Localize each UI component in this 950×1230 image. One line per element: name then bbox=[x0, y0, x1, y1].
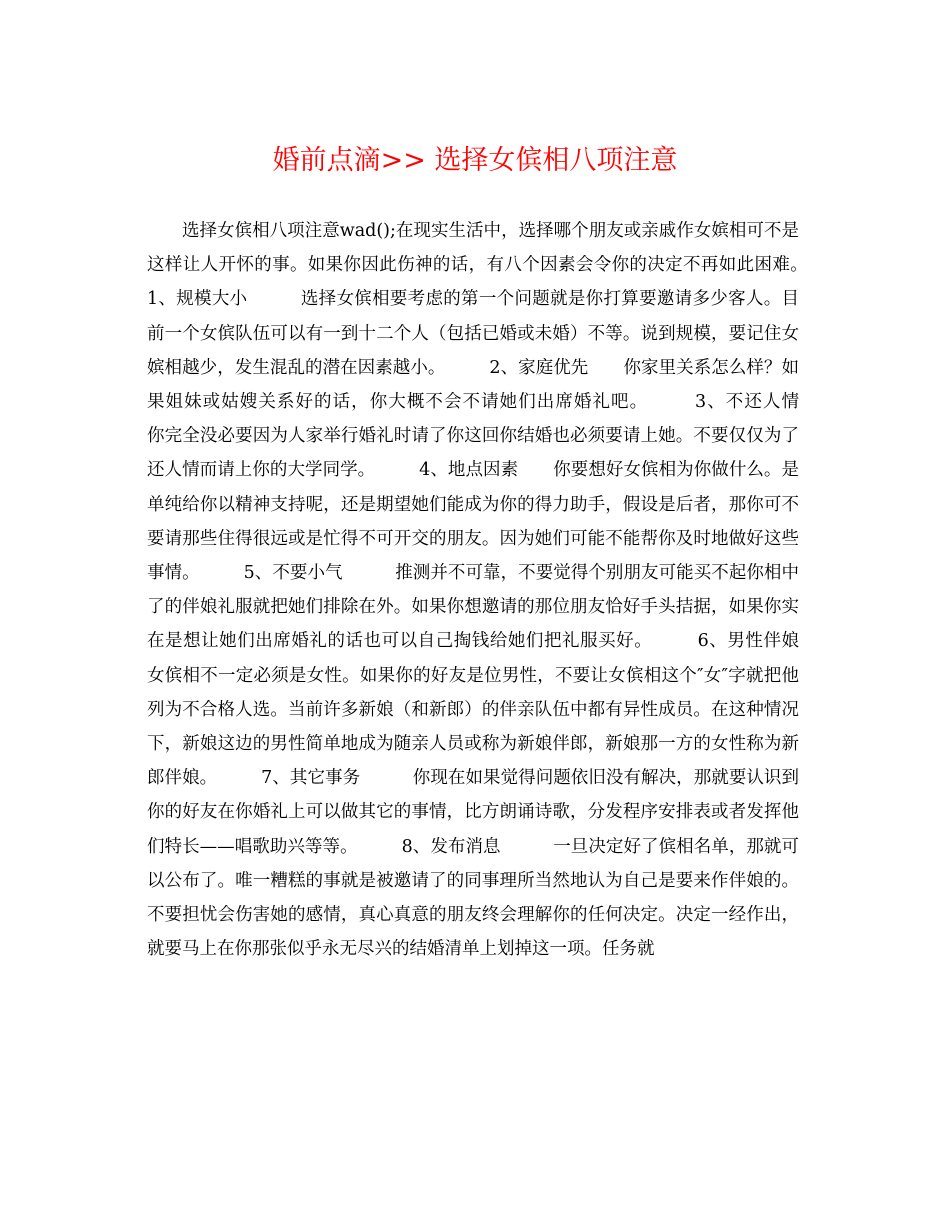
document-body-paragraph: 选择女傧相八项注意wad();在现实生活中，选择哪个朋友或亲戚作女嫔相可不是这样让人开怀的事。如果你因此伤神的话，有八个因素会令你的决定不再如此困难。 1、规模大小 选择女傧相要考虑的第一个问题就是你打算要邀请多少客人。目前一个女傧队伍可以有一到十二个人（包括已婚或未婚）不等。说到规模，要记住女嫔相越少，发生混乱的潜在因素越小。 2、家庭优先 你家里关系怎么样？如果姐妹或姑嫂关系好的话，你大概不会不请她们出席婚礼吧。 3、不还人情 你完全没必要因为人家举行婚礼时请了你这回你结婚也必须要请上她。不要仅仅为了还人情而请上你的大学同学。 4、地点因素 你要想好女傧相为你做什么。是单纯给你以精神支持呢，还是期望她们能成为你的得力助手，假设是后者，那你可不要请那些住得很远或是忙得不可开交的朋友。因为她们可能不能帮你及时地做好这些事情。 5、不要小气 推测并不可靠，不要觉得个别朋友可能买不起你相中了的伴娘礼服就把她们排除在外。如果你想邀请的那位朋友恰好手头拮据，如果你实在是想让她们出席婚礼的话也可以自己掏钱给她们把礼服买好。 6、男性伴娘 女傧相不一定必须是女性。如果你的好友是位男性，不要让女傧相这个″女″字就把他列为不合格人选。当前许多新娘（和新郎）的伴亲队伍中都有异性成员。在这种情况下，新娘这边的男性简单地成为随亲人员或称为新娘伴郎，新娘那一方的女性称为新郎伴娘。 7、其它事务 你现在如果觉得问题依旧没有解决，那就要认识到你的好友在你婚礼上可以做其它的事情，比方朗诵诗歌，分发程序安排表或者发挥他们特长——唱歌助兴等等。 8、发布消息 一旦决定好了傧相名单，那就可以公布了。唯一糟糕的事就是被邀请了的同事理所当然地认为自己是要来作伴娘的。不要担忧会伤害她的感情，真心真意的朋友终会理解你的任何决定。决定一经作出，就要马上在你那张似乎永无尽兴的结婚清单上划掉这一项。任务就 bbox=[147, 221, 852, 960]
document-title: 婚前点滴>> 选择女傧相八项注意 bbox=[272, 145, 678, 176]
